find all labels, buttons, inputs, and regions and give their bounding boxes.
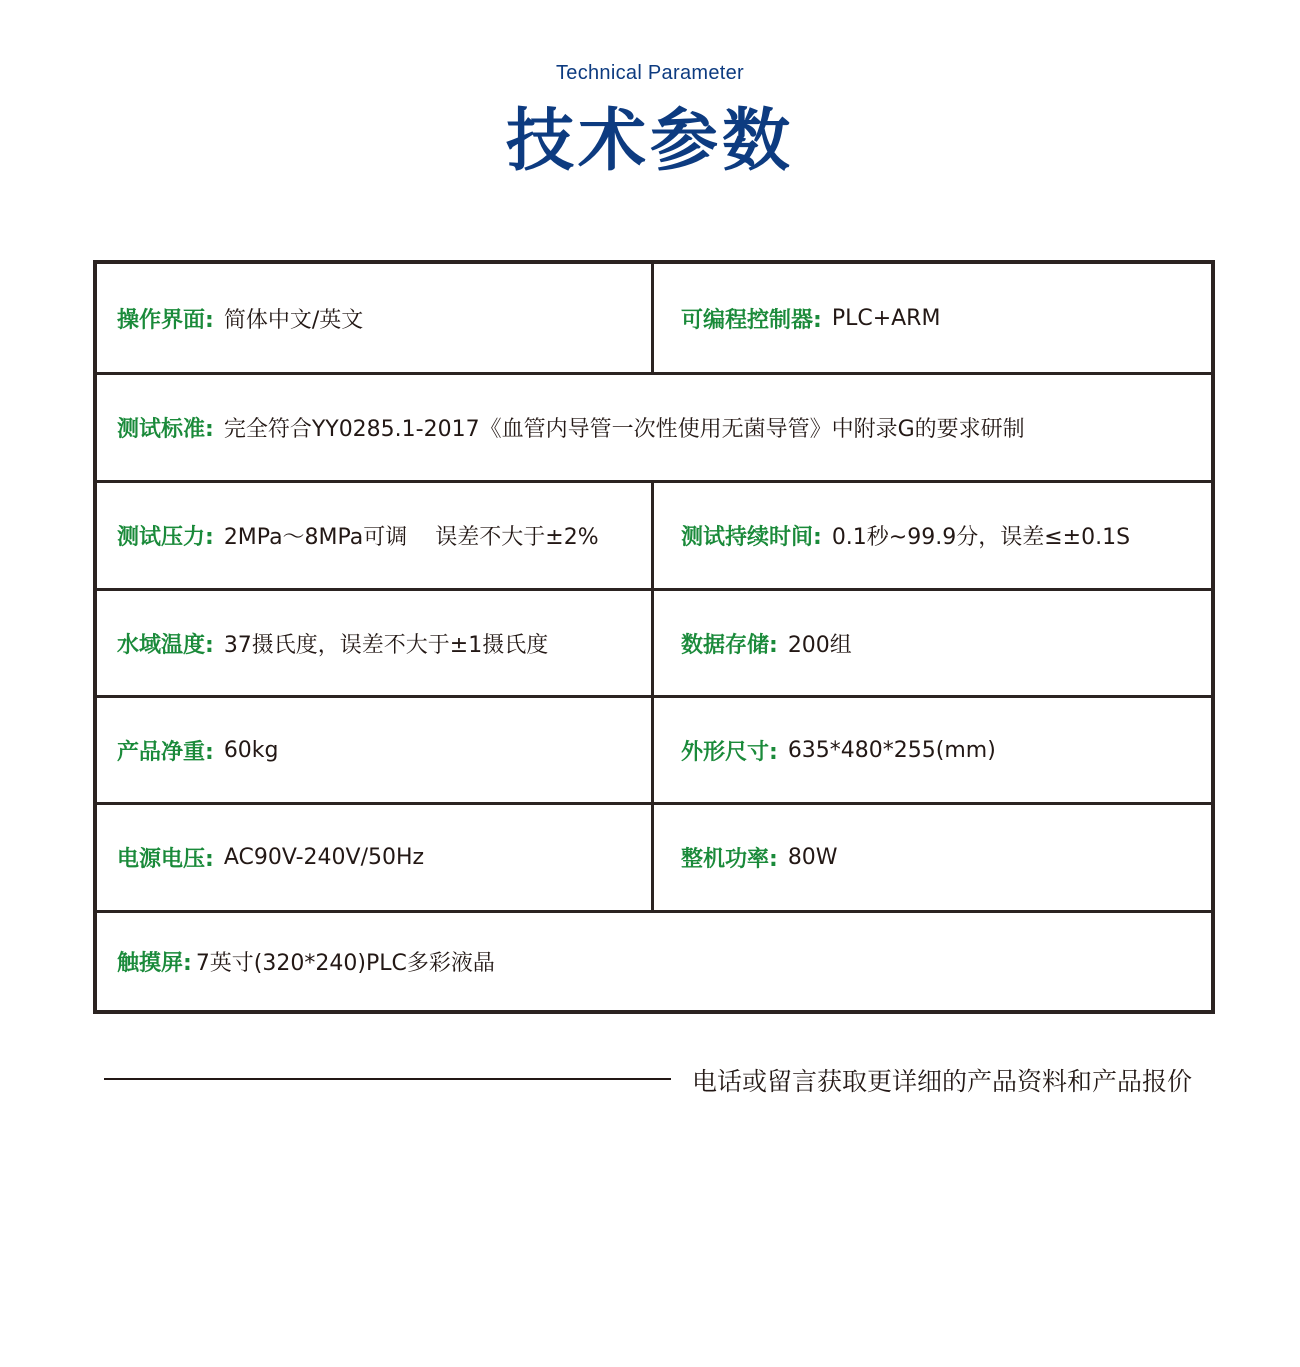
spec-cell-size (651, 698, 1211, 802)
spec-label-pressure: 测试压力: (117, 525, 214, 550)
spec-value-storage: 200组 (787, 632, 852, 658)
spec-label-power: 电源电压: (117, 847, 214, 872)
spec-row-5 (97, 698, 1211, 805)
footer-contact-text: 电话或留言获取更详细的产品资料和产品报价 (692, 1067, 1193, 1096)
spec-label-weight: 产品净重: (117, 739, 214, 765)
spec-row-6 (97, 805, 1211, 913)
spec-value-water: 37摄氏度，误差不大于±1摄氏度 (223, 632, 549, 658)
spec-value-wattage: 80W (787, 845, 838, 870)
spec-value-screen: 7英寸(320*240)PLC多彩液晶 (195, 951, 495, 976)
spec-value-standard: 完全符合YY0285.1-2017《血管内导管一次性使用无菌导管》中附录G的要求研制 (223, 417, 1025, 442)
spec-row-7 (97, 913, 1211, 1010)
spec-value-size: 635*480*255(mm) (787, 737, 996, 763)
spec-label-wattage: 整机功率: (681, 847, 778, 872)
spec-table (93, 260, 1215, 1014)
spec-value-weight: 60kg (223, 737, 279, 763)
spec-label-os: 操作界面: (117, 307, 214, 333)
spec-cell-screen (97, 913, 1211, 1010)
spec-cell-wattage (651, 805, 1211, 910)
spec-cell-plc (651, 264, 1211, 372)
spec-cell-os (97, 264, 651, 372)
spec-label-storage: 数据存储: (681, 632, 778, 658)
spec-cell-pressure (97, 483, 651, 588)
spec-cell-standard (97, 375, 1211, 480)
spec-value-os: 简体中文/英文 (223, 307, 364, 333)
page-title: 技术参数 (505, 102, 794, 181)
spec-row-4 (97, 591, 1211, 698)
spec-cell-storage (651, 591, 1211, 695)
footer-divider (104, 1078, 671, 1080)
spec-value-duration: 0.1秒~99.9分，误差≤±0.1S (831, 525, 1131, 550)
spec-label-plc: 可编程控制器: (681, 307, 822, 333)
spec-value-plc: PLC+ARM (831, 305, 941, 331)
spec-label-standard: 测试标准: (117, 417, 214, 442)
page-subtitle: Technical Parameter (555, 62, 744, 84)
spec-cell-weight (97, 698, 651, 802)
spec-cell-duration (651, 483, 1211, 588)
spec-label-water: 水域温度: (117, 632, 214, 658)
spec-row-1 (97, 264, 1211, 375)
spec-cell-water (97, 591, 651, 695)
spec-value-pressure: 2MPa～8MPa可调 误差不大于±2% (223, 525, 599, 550)
spec-cell-power (97, 805, 651, 910)
spec-label-size: 外形尺寸: (681, 739, 778, 765)
spec-label-duration: 测试持续时间: (681, 525, 822, 550)
spec-row-2 (97, 375, 1211, 483)
spec-value-power: AC90V-240V/50Hz (223, 845, 425, 870)
spec-row-3 (97, 483, 1211, 591)
spec-label-screen: 触摸屏: (117, 951, 192, 976)
